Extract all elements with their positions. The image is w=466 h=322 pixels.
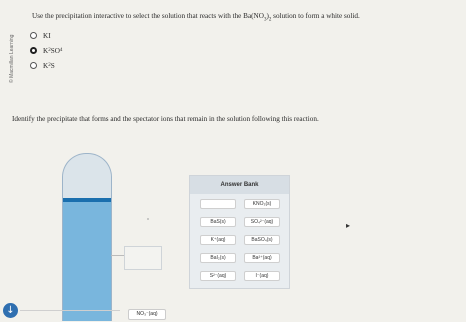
marker-dot [147,218,149,220]
answer-chip-ba[interactable]: Ba²⁺(aq) [244,253,280,263]
answer-chip-empty[interactable] [200,199,236,209]
option-ki[interactable] [30,28,62,43]
answer-chip-baso4[interactable]: BaSO₄(s) [244,235,280,245]
radio-k2so4[interactable] [30,47,37,54]
credit-text: © Macmillan Learning [9,34,15,83]
option-k2so4-main: K [43,46,49,55]
answer-chip-bai2[interactable]: BaI₂(s) [200,253,236,263]
option-k2so4-sub: 2 [48,48,51,53]
answer-chip-so4[interactable]: SO₄²⁻(aq) [244,217,280,227]
option-k2s-main: K [43,61,49,70]
formula-sub-2: 2 [268,17,272,23]
formula-main: Ba(NO [243,12,264,20]
mouse-cursor-icon: ▸ [346,221,351,230]
connector-line [111,255,125,256]
formula-close: ) [266,12,269,20]
precipitate-drop-zone[interactable] [124,246,162,270]
option-k2s[interactable] [30,58,62,73]
answer-chip-bas[interactable]: BaS(s) [200,217,236,227]
option-k2s-tail: S [50,61,55,70]
question-1-suffix: solution to form a white solid. [271,12,360,20]
option-k2so4[interactable] [30,43,62,58]
question-1-prefix: Use the precipitation interactive to select the solution that reacts with the [32,12,244,20]
answer-chip-i[interactable]: I⁻(aq) [244,271,280,281]
answer-chip-k[interactable]: K⁺(aq) [200,235,236,245]
solution-options [30,28,62,73]
liquid-surface [63,198,111,202]
formula-sub-1: 3 [263,17,267,23]
answer-bank [189,175,290,289]
baseline-divider [20,310,120,311]
option-k2so4-sub2: 4 [59,48,63,53]
radio-ki[interactable] [30,32,37,39]
option-k2s-sub: 2 [48,63,51,68]
spectator-ion-chip-nitrate[interactable]: NO₃⁻(aq) [128,309,166,320]
question-1 [32,12,360,24]
down-arrow-icon[interactable]: ↓ [3,303,18,318]
answer-bank-title: Answer Bank [190,176,289,194]
option-ki-label: KI [43,31,51,40]
option-k2so4-tail: SO [50,46,60,55]
beaker [62,153,112,321]
answer-chip-s[interactable]: S²⁻(aq) [200,271,236,281]
radio-k2s[interactable] [30,62,37,69]
beaker-liquid [63,200,111,321]
answer-chip-kno3[interactable]: KNO₃(s) [244,199,280,209]
question-2: Identify the precipitate that forms and the spectator ions that remain in the solution following this reaction. [12,115,319,123]
